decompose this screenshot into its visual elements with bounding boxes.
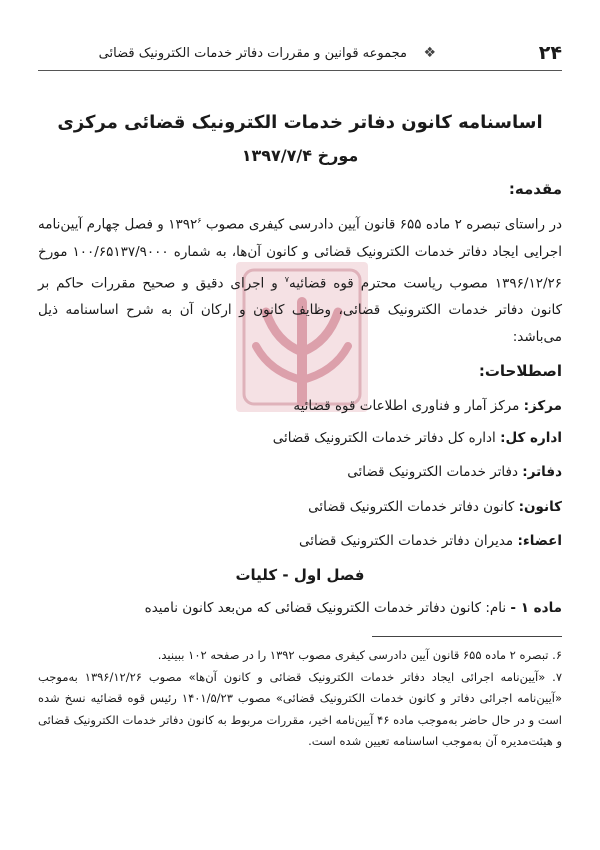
definition-term: دفاتر: — [522, 464, 562, 480]
chapter-heading: فصل اول - کلیات — [235, 566, 365, 584]
running-title: مجموعه قوانین و مقررات دفاتر خدمات الکترونیک قضائی — [98, 46, 407, 61]
definition-term: مرکز: — [523, 398, 562, 414]
definition-text: اداره کل دفاتر خدمات الکترونیک قضائی — [272, 430, 501, 446]
definition-item — [38, 499, 562, 515]
document-title: اساسنامه کانون دفاتر خدمات الکترونیک قضائی مرکزی — [57, 112, 543, 133]
definitions-heading: اصطلاحات: — [478, 362, 562, 380]
definition-term: اداره کل: — [500, 430, 562, 446]
footnote-ref-7[interactable]: ۷ — [284, 274, 289, 284]
article-1 — [38, 600, 562, 616]
page-number: ۲۴ — [538, 42, 562, 64]
definition-text: دفاتر خدمات الکترونیک قضائی — [347, 464, 523, 480]
intro-heading: مقدمه: — [508, 180, 562, 198]
intro-text-3: و اجرای دقیق و صحیح مقررات حاکم بر کانون دفاتر خدمات الکترونیک قضائی، وظایف کانون و ارکان آن به شرح اساسنامه ذیل می‌باشد: — [38, 275, 562, 345]
definition-term: کانون: — [518, 499, 562, 515]
intro-paragraph — [38, 207, 562, 351]
definition-text: کانون دفاتر خدمات الکترونیک قضائی — [308, 499, 519, 515]
definition-item — [38, 533, 562, 549]
footnote-divider — [372, 636, 562, 637]
intro-text-2: و فصل چهارم آیین‌نامه اجرایی ایجاد دفاتر خدمات الکترونیک قضائی و کانون آن‌ها، به شماره ۱۰۰/۶۵۱۳۷/۹۰۰۰ مورخ ۱۳۹۶/۱۲/۲۶ مصوب ریاست محترم قوه قضائیه — [38, 216, 562, 291]
footnote-ref-6[interactable]: ۶ — [197, 216, 202, 225]
running-header — [38, 40, 562, 71]
diamond-ornament-icon: ❖ — [423, 45, 436, 61]
definition-item — [38, 398, 562, 414]
document-date: مورخ ۱۳۹۷/۷/۴ — [241, 146, 359, 165]
definition-item — [38, 464, 562, 480]
article-label: ماده ۱ - — [510, 600, 562, 616]
footnote-6: ۶. تبصره ۲ ماده ۶۵۵ قانون آیین دادرسی کیفری مصوب ۱۳۹۲ را در صفحه ۱۰۲ ببینید. — [157, 648, 562, 662]
article-text: نام: کانون دفاتر خدمات الکترونیک قضائی که من‌بعد کانون نامیده — [144, 600, 511, 616]
footnotes — [38, 645, 562, 753]
footnote-7: ۷. «آیین‌نامه اجرائی ایجاد دفاتر خدمات الکترونیک قضائی و کانون آن‌ها» مصوب ۱۳۹۶/۱۲/۲۶ به‌موجب «آیین‌نامه اجرائی دفاتر و کانون خدمات الکترونیک قضائی» مصوب ۱۴۰۱/۵/۲۳ رئیس قوه قضائیه نسخ شده است و در حال حاضر به‌موجب ماده ۴۶ آیین‌نامه اخیر، مقررات مربوط به کانون دفاتر خدمات الکترونیک قضائی و هیئت‌مدیره آن به‌موجب اساسنامه تعیین شده است. — [38, 669, 563, 748]
definition-term: اعضاء: — [517, 533, 562, 549]
definition-item — [38, 430, 562, 446]
definition-text: مدیران دفاتر خدمات الکترونیک قضائی — [298, 533, 518, 549]
definition-text: مرکز آمار و فناوری اطلاعات قوه قضائیه — [293, 398, 524, 414]
intro-text-1: در راستای تبصره ۲ ماده ۶۵۵ قانون آیین دادرسی کیفری مصوب ۱۳۹۲ — [168, 216, 562, 233]
